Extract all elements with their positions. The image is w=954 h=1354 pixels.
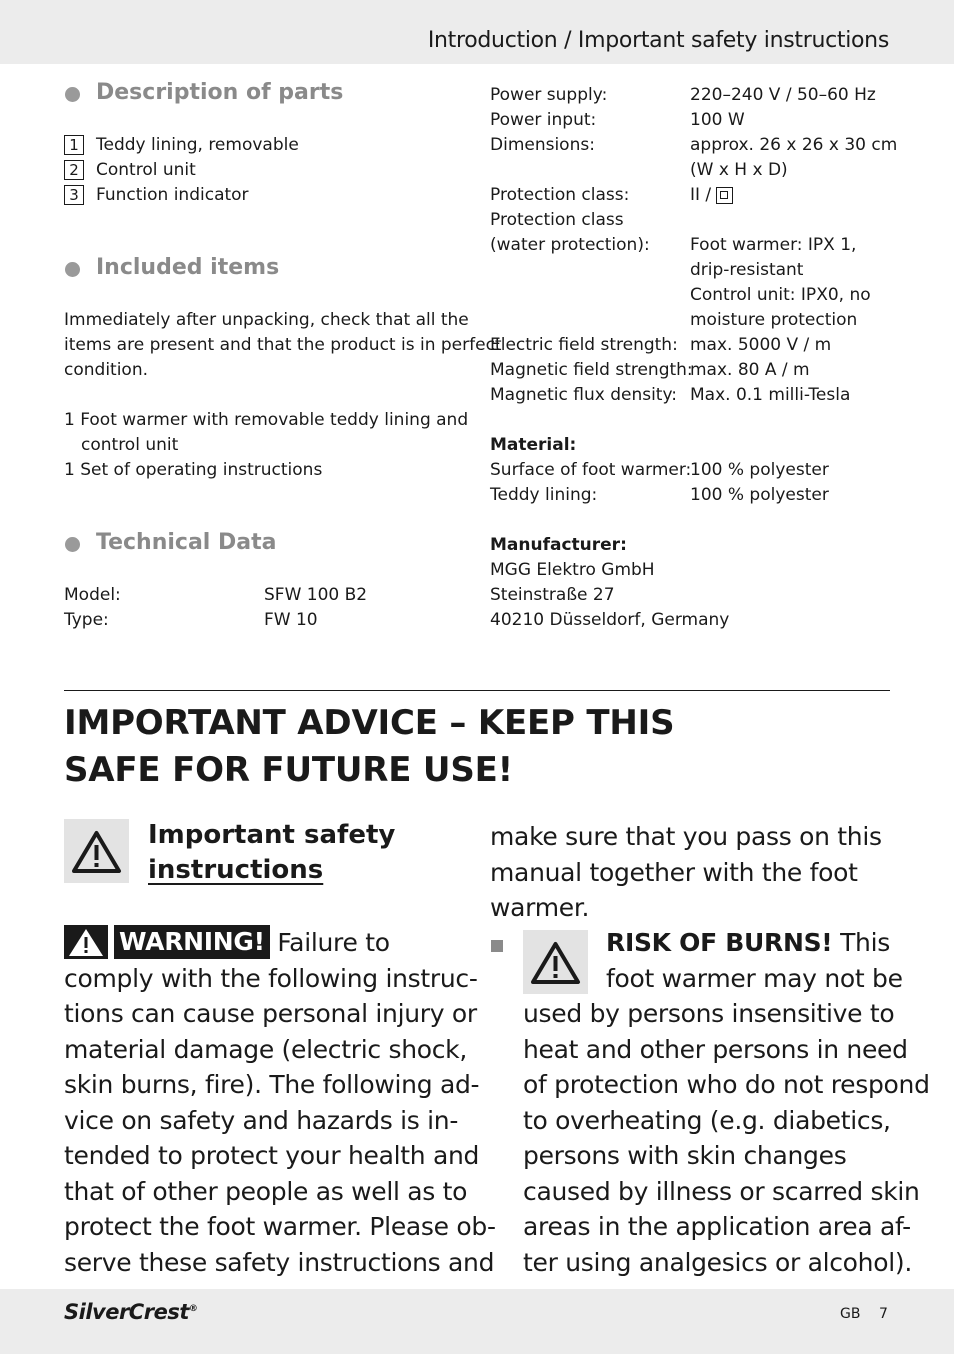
- advice-title-line: IMPORTANT ADVICE – KEEP THIS: [64, 703, 675, 743]
- burns-text: of protection who do not respond: [523, 1070, 930, 1099]
- included-heading: Included items: [96, 255, 280, 280]
- burns-text: heat and other persons in need: [523, 1034, 908, 1064]
- spec-label: Magnetic field strength:: [490, 360, 693, 380]
- warning-first-line: [64, 925, 390, 961]
- part-label-1: Teddy lining, removable: [96, 135, 299, 155]
- burns-text: caused by illness or scarred skin: [523, 1176, 920, 1206]
- spec-label: Power input:: [490, 110, 597, 130]
- spec-value: Foot warmer: IPX 1,: [690, 235, 857, 255]
- included-intro-line: items are present and that the product is in perfect: [64, 335, 502, 355]
- description-heading: Description of parts: [96, 80, 344, 105]
- warning-triangle-icon: [64, 925, 108, 959]
- advice-title-line: SAFE FOR FUTURE USE!: [64, 750, 513, 790]
- part-label-2: Control unit: [96, 160, 196, 180]
- safety-heading-line: instructions: [148, 855, 324, 885]
- tech-value-type: FW 10: [264, 610, 318, 630]
- right-text: warmer.: [490, 893, 590, 922]
- material-label: Surface of foot warmer:: [490, 460, 692, 480]
- advice-title: [64, 700, 890, 794]
- silvercrest-logo: SilverCrest®: [64, 1300, 198, 1324]
- spec-value: drip-resistant: [690, 260, 804, 280]
- warning-text: serve these safety instructions and: [64, 1247, 495, 1277]
- burns-text: ter using analgesics or alcohol).: [523, 1247, 912, 1277]
- warning-text: comply with the following instruc-: [64, 963, 478, 993]
- included-intro-line: Immediately after unpacking, check that all the: [64, 310, 469, 330]
- spec-value: 100 W: [690, 110, 745, 130]
- burns-text: foot warmer may not be: [606, 963, 903, 993]
- spec-value: max. 5000 V / m: [690, 335, 832, 355]
- divider-rule: [64, 690, 890, 691]
- tech-label-model: Model:: [64, 585, 121, 605]
- spec-label: Dimensions:: [490, 135, 595, 155]
- spec-label: Power supply:: [490, 85, 608, 105]
- part-number-2: 2: [64, 160, 84, 180]
- warning-text: material damage (electric shock,: [64, 1034, 468, 1064]
- section-bullet-icon: [65, 87, 80, 102]
- safety-heading-line: Important safety: [148, 820, 396, 850]
- part-number-3: 3: [64, 185, 84, 205]
- material-value: 100 % polyester: [690, 485, 829, 505]
- material-heading: Material:: [490, 435, 577, 455]
- brand-name: SilverCrest: [64, 1300, 189, 1324]
- burns-text: areas in the application area af-: [523, 1212, 911, 1241]
- included-item: 1 Foot warmer with removable teddy lining and: [64, 410, 469, 430]
- warning-triangle-icon: [64, 819, 129, 883]
- safety-instructions-heading: [148, 818, 395, 888]
- warning-text: tended to protect your health and: [64, 1141, 480, 1170]
- warning-triangle-icon: [523, 930, 588, 994]
- spec-value: Max. 0.1 milli-Tesla: [690, 385, 851, 405]
- warning-text: Failure to: [277, 928, 390, 957]
- spec-label: Protection class:: [490, 185, 630, 205]
- burns-text: to overheating (e.g. diabetics,: [523, 1105, 891, 1135]
- spec-value: (W x H x D): [690, 160, 788, 180]
- spec-label: (water protection):: [490, 235, 650, 255]
- section-bullet-icon: [65, 262, 80, 277]
- material-label: Teddy lining:: [490, 485, 598, 505]
- spec-value: Control unit: IPX0, no: [690, 285, 871, 305]
- warning-text: that of other people as well as to: [64, 1176, 468, 1206]
- burns-text: used by persons insensitive to: [523, 999, 895, 1028]
- spec-value: 220–240 V / 50–60 Hz: [690, 85, 876, 105]
- warning-text: vice on safety and hazards is in-: [64, 1105, 459, 1135]
- spec-label: Protection class: [490, 210, 624, 230]
- warning-badge: WARNING!: [114, 925, 270, 959]
- manufacturer-heading: Manufacturer:: [490, 535, 627, 555]
- burns-first-line: [606, 925, 890, 961]
- included-item: 1 Set of operating instructions: [64, 460, 323, 480]
- square-bullet-icon: [491, 940, 503, 952]
- burns-text: persons with skin changes: [523, 1141, 847, 1170]
- footer-language: GB: [840, 1306, 861, 1322]
- spec-label: Magnetic flux density:: [490, 385, 678, 405]
- included-item: control unit: [81, 435, 179, 455]
- manufacturer-line: 40210 Düsseldorf, Germany: [490, 610, 730, 630]
- warning-text: skin burns, fire). The following ad-: [64, 1070, 480, 1099]
- right-text: manual together with the foot: [490, 857, 858, 887]
- spec-value: moisture protection: [690, 310, 858, 330]
- technical-heading: Technical Data: [96, 530, 277, 555]
- manufacturer-line: MGG Elektro GmbH: [490, 560, 655, 580]
- spec-value: max. 80 A / m: [690, 360, 810, 380]
- burns-text: This: [840, 928, 890, 957]
- tech-label-type: Type:: [64, 610, 109, 630]
- included-intro-line: condition.: [64, 360, 149, 380]
- spec-value: II /: [690, 185, 712, 205]
- tech-value-model: SFW 100 B2: [264, 585, 368, 605]
- footer-page-number: 7: [879, 1306, 888, 1322]
- manufacturer-line: Steinstraße 27: [490, 585, 615, 605]
- page-header-title: Introduction / Important safety instructions: [427, 28, 889, 53]
- protection-class-ii-icon: [716, 187, 733, 204]
- section-bullet-icon: [65, 537, 80, 552]
- right-text: make sure that you pass on this: [490, 822, 882, 851]
- burns-label: RISK OF BURNS!: [606, 928, 833, 957]
- part-number-1: 1: [64, 135, 84, 155]
- warning-text: protect the foot warmer. Please ob-: [64, 1212, 496, 1241]
- spec-label: Electric field strength:: [490, 335, 678, 355]
- spec-value: approx. 26 x 26 x 30 cm: [690, 135, 898, 155]
- warning-text: tions can cause personal injury or: [64, 999, 477, 1028]
- part-label-3: Function indicator: [96, 185, 249, 205]
- material-value: 100 % polyester: [690, 460, 829, 480]
